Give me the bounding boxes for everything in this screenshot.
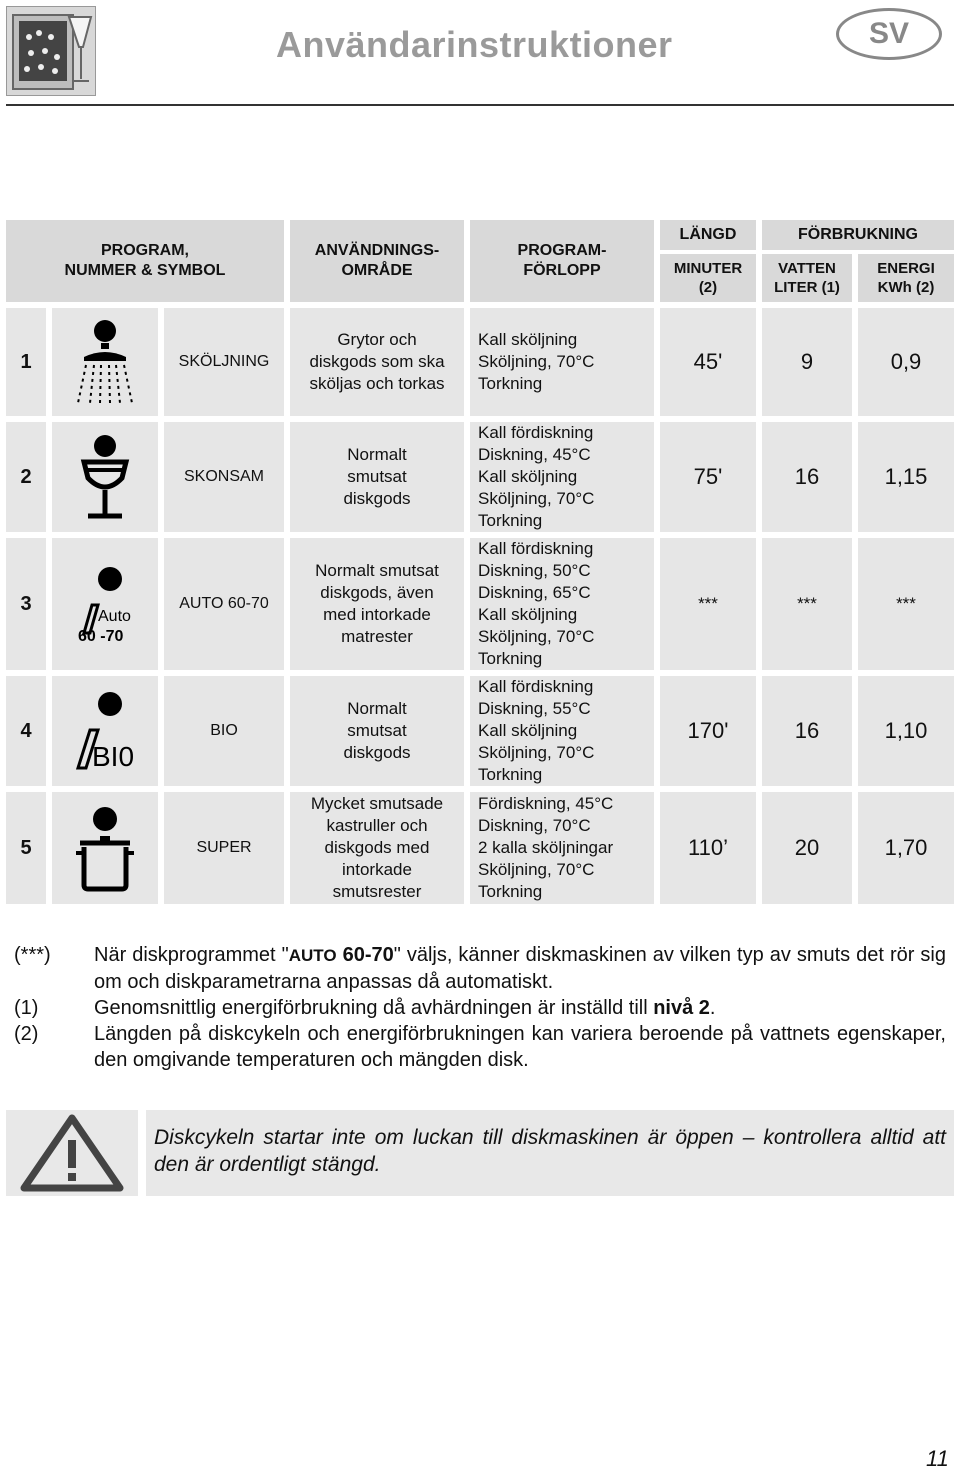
bio-icon [70,686,140,776]
program-sequence: Kall fördiskning Diskning, 55°C Kall sköljning Sköljning, 70°C Torkning [470,676,654,786]
energy-kwh: 1,10 [858,676,954,786]
program-sequence: Fördiskning, 45°C Diskning, 70°C 2 kalla sköljningar Sköljning, 70°C Torkning [470,792,654,904]
program-name: AUTO 60-70 [164,538,284,670]
footnotes [14,942,946,1073]
footnote-2 [14,1021,946,1073]
footnote-1 [14,995,946,1021]
program-number: 4 [6,676,46,786]
usage-area: Normalt smutsat diskgods [290,676,464,786]
header-program: PROGRAM, NUMMER & SYMBOL [6,220,284,302]
header-usage: ANVÄNDNINGS- OMRÅDE [290,220,464,302]
dishwasher-logo-icon [7,7,95,95]
usage-area: Mycket smutsade kastruller och diskgods med intorkade smutsrester [290,792,464,904]
usage-area: Grytor och diskgods som ska sköljas och torkas [290,308,464,416]
usage-area: Normalt smutsat diskgods, även med intorkade matrester [290,538,464,670]
program-name: SKONSAM [164,422,284,532]
header-sequence: PROGRAM- FÖRLOPP [470,220,654,302]
program-number: 1 [6,308,46,416]
header-minutes: MINUTER (2) [660,254,756,302]
program-sequence: Kall sköljning Sköljning, 70°C Torkning [470,308,654,416]
footnote-mark: (2) [14,1023,39,1045]
footnote-text: Genomsnittlig energiförbrukning då avhärdningen är inställd till nivå 2. [94,997,716,1019]
header-consumption: FÖRBRUKNING [762,220,954,250]
warning-triangle-icon [6,1110,138,1196]
water-liters: *** [762,538,852,670]
glass-icon [70,432,140,522]
program-sequence: Kall fördiskning Diskning, 50°C Diskning, 65°C Kall sköljning Sköljning, 70°C Torkning [470,538,654,670]
footnote-text: När diskprogrammet "AUTO 60-70" väljs, känner diskmaskinen av vilken typ av smuts det rör sig om och diskparametrarna anpassas då automatiskt. [94,944,946,993]
footnote-text: Längden på diskcykeln och energiförbrukningen kan variera beroende på vattnets egenskaper, den omgivande temperaturen och mängden disk. [94,1023,946,1071]
auto-icon [70,559,140,649]
energy-kwh: *** [858,538,954,670]
rinse-icon [70,317,140,407]
duration-minutes: 170' [660,676,756,786]
footnote-mark: (***) [14,944,51,966]
energy-kwh: 1,15 [858,422,954,532]
program-sequence: Kall fördiskning Diskning, 45°C Kall sköljning Sköljning, 70°C Torkning [470,422,654,532]
program-name: BIO [164,676,284,786]
program-name: SUPER [164,792,284,904]
warning-text: Diskcykeln startar inte om luckan till diskmaskinen är öppen – kontrollera alltid att den är ordentligt stängd. [146,1110,954,1196]
water-liters: 9 [762,308,852,416]
program-number: 5 [6,792,46,904]
page-title: Användarinstruktioner [276,24,673,65]
header-length: LÄNGD [660,220,756,250]
footnote-mark: (1) [14,997,39,1019]
water-liters: 20 [762,792,852,904]
footnote-auto [14,942,946,995]
energy-kwh: 0,9 [858,308,954,416]
program-symbol [52,308,158,416]
duration-minutes: *** [660,538,756,670]
energy-kwh: 1,70 [858,792,954,904]
program-symbol [52,422,158,532]
program-name: SKÖLJNING [164,308,284,416]
program-symbol [52,538,158,670]
svg-text:60 -70: 60 -70 [78,628,124,645]
pot-icon [70,803,140,893]
header-divider [6,104,954,106]
water-liters: 16 [762,422,852,532]
dishwasher-logo [6,6,96,96]
header-energy: ENERGI KWh (2) [858,254,954,302]
svg-text:BI0: BI0 [92,741,135,772]
page-number: 11 [926,1446,949,1471]
duration-minutes: 110’ [660,792,756,904]
program-number: 3 [6,538,46,670]
duration-minutes: 45' [660,308,756,416]
warning-icon-box [6,1110,138,1196]
header-water: VATTEN LITER (1) [762,254,852,302]
program-symbol [52,792,158,904]
program-symbol [52,676,158,786]
svg-text:Auto: Auto [98,608,131,625]
program-number: 2 [6,422,46,532]
duration-minutes: 75' [660,422,756,532]
usage-area: Normalt smutsat diskgods [290,422,464,532]
language-badge: SV [836,8,942,60]
water-liters: 16 [762,676,852,786]
